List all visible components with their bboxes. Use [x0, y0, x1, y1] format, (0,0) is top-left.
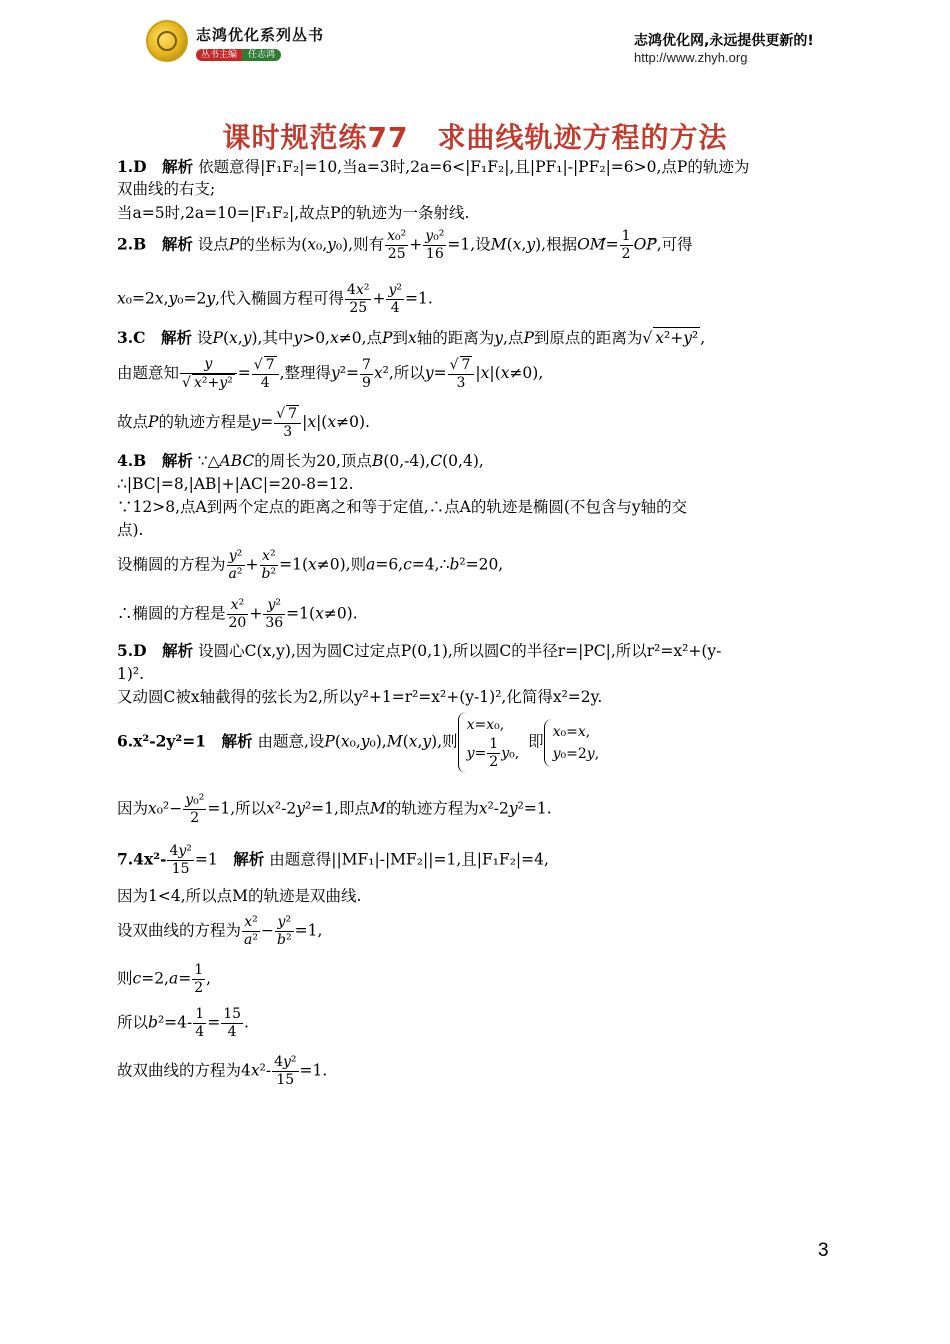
answer-2: 2.B 解析 设点P的坐标为(x₀,y₀),则有 $\frac{\text{x₀²}}{25}$ + $\frac{\text{y₀²}}{16}$ =1,设M(x,y),根据OM⃗= $\frac{1}{2}$ OP⃗,可得: [117, 228, 693, 262]
text-line: 点).: [117, 521, 144, 539]
page-number: 3: [818, 1240, 829, 1261]
text-line: 因为1<4,所以点M的轨迹是双曲线.: [117, 887, 362, 905]
text-line: ∴椭圆的方程是 $\frac{\text{x²}}{20}$ + $\frac{\text{y²}}{36}$ =1(x≠0).: [117, 597, 358, 631]
answer-6: 6.x²-2y²=1 解析 由题意,设P(x₀,y₀),M(x,y),则x=x₀, y= $\frac{1}{2}$ y₀, 即x₀=x, y₀=2y,: [117, 712, 603, 773]
slogan: 志鸿优化网,永远提供更新的!: [634, 33, 814, 49]
page-title: 课时规范练77 求曲线轨迹方程的方法: [222, 121, 728, 154]
series-title: 志鸿优化系列丛书: [196, 26, 325, 44]
answer-7: 7.4x²- $\frac{\text{4y²}}{15}$ =1 解析 由题意得||MF₁|-|MF₂||=1,且|F₁F₂|=4,: [117, 843, 549, 877]
text-line: 故点P的轨迹方程是y= $\frac{√ 7}{3}$ |x|(x≠0).: [117, 406, 370, 440]
text-line: 当a=5时,2a=10=|F₁F₂|,故点P的轨迹为一条射线.: [117, 204, 470, 222]
text-line: 又动圆C被x轴截得的弦长为2,所以y²+1=r²=x²+(y-1)²,化简得x²=2y.: [117, 688, 603, 706]
text-line: ∵12>8,点A到两个定点的距离之和等于定值,∴点A的轨迹是椭圆(不包含与y轴的交: [117, 498, 688, 516]
text-line: 所以b²=4- $\frac{1}{4}$ = $\frac{15}{4}$ .: [117, 1006, 249, 1040]
page-header: [0, 0, 950, 80]
text-line: 1)².: [117, 665, 145, 683]
text-line: 设椭圆的方程为 $\frac{\text{y²}}{\text{a²}}$ + $\frac{\text{x²}}{\text{b²}}$ =1(x≠0),则a=6,c=4,∴b²=20,: [117, 548, 504, 582]
text-line: 故双曲线的方程为4x²- $\frac{\text{4y²}}{15}$ =1.: [117, 1054, 328, 1088]
website-url: http://www.zhyh.org: [634, 50, 748, 65]
text-line: ∴|BC|=8,|AB|+|AC|=20-8=12.: [117, 475, 354, 493]
text-line: 设双曲线的方程为 $\frac{\text{x²}}{\text{a²}}$ − $\frac{\text{y²}}{\text{b²}}$ =1,: [117, 914, 323, 948]
answer-3: 3.C 解析 设P(x,y),其中y>0,x≠0,点P到x轴的距离为y,点P到原点的距离为√ x²+y² ,: [117, 328, 706, 347]
text-line: 则c=2,a= $\frac{1}{2}$ ,: [117, 962, 212, 996]
text-line: 因为x₀²− $\frac{\text{y₀²}}{2}$ =1,所以x²-2y²=1,即点M的轨迹方程为x²-2y²=1.: [117, 792, 552, 826]
answer-4: 4.B 解析 ∵△ABC的周长为20,顶点B(0,-4),C(0,4),: [117, 451, 484, 470]
text-line: 由题意知 $\frac{y}{\text{√ x²+y²}}$ = $\frac{√ 7}{4}$ ,整理得y²= $\frac{7}{9}$ x²,所以y= $\frac{√ 7}{3}$ |x|(x≠0),: [117, 356, 544, 391]
editor-badge: 丛书主编 任志鸿: [196, 47, 281, 60]
answer-5: 5.D 解析 设圆心C(x,y),因为圆C过定点P(0,1),所以圆C的半径r=|PC|,所以r²=x²+(y-: [117, 641, 722, 660]
publisher-logo: [146, 20, 188, 62]
text-line: 双曲线的右支;: [117, 180, 216, 198]
answer-1: 1.D 解析 依题意得|F₁F₂|=10,当a=3时,2a=6<|F₁F₂|,且|PF₁|-|PF₂|=6>0,点P的轨迹为: [117, 157, 750, 176]
text-line: x₀=2x,y₀=2y,代入椭圆方程可得 $\frac{\text{4x²}}{25}$ + $\frac{\text{y²}}{4}$ =1.: [117, 282, 433, 316]
